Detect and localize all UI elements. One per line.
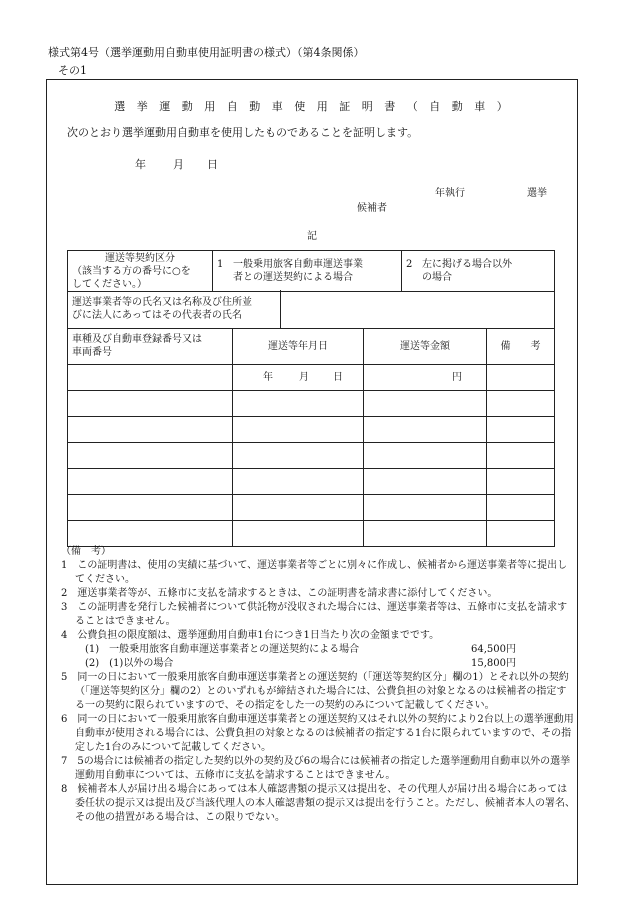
limit-row-1 bbox=[61, 643, 575, 657]
date-cell[interactable] bbox=[233, 443, 364, 469]
table-row bbox=[68, 521, 555, 547]
note-item: 4 公費負担の限度額は、選挙運動用自動車1台につき1日当たり次の金額までです。 bbox=[61, 630, 440, 641]
amount-cell[interactable] bbox=[364, 417, 487, 443]
note-item: 3 この証明書を発行した候補者について供託物が没収された場合には、運送事業者等は、五條市に支払を請求することはできません。 bbox=[61, 602, 568, 627]
date-year-label: 年 bbox=[135, 158, 146, 171]
table-row bbox=[68, 495, 555, 521]
note-item: 5 同一の日において一般乗用旅客自動車運送事業者との運送契約（「運送等契約区分」欄の1）とそれ以外の契約（「運送等契約区分」欄の2）とのいずれもが締結された場合には、公費負担の対象となるのは候補者の指定する一の契約に限られていますので、その指定をした一の契約のみについて記載してください。 bbox=[61, 672, 569, 711]
date-unit-day: 日 bbox=[333, 372, 343, 383]
remarks-cell[interactable] bbox=[487, 521, 555, 547]
table-row bbox=[68, 417, 555, 443]
vehicle-cell[interactable] bbox=[68, 417, 233, 443]
limit-row-2 bbox=[61, 657, 575, 671]
note-item: 2 運送事業者等が、五條市に支払を請求するときは、この証明書を請求書に添付してください。 bbox=[61, 588, 498, 599]
date-day-label: 日 bbox=[207, 158, 218, 171]
carrier-label-line2: びに法人にあってはその代表者の氏名 bbox=[72, 310, 242, 321]
form-number: 様式第4号（選挙運動用自動車使用証明書の様式）（第4条関係） bbox=[48, 46, 365, 59]
contract-option-1[interactable] bbox=[213, 251, 402, 292]
amount-cell[interactable] bbox=[364, 521, 487, 547]
remarks-cell[interactable] bbox=[487, 495, 555, 521]
date-cell[interactable] bbox=[233, 417, 364, 443]
limit-1-label: (1) 一般乗用旅客自動車運送事業者との運送契約による場合 bbox=[85, 644, 360, 655]
contract-option-2[interactable] bbox=[402, 251, 555, 292]
vehicle-cell[interactable] bbox=[68, 391, 233, 417]
contract-option-2-number: 2 bbox=[406, 259, 413, 270]
carrier-label bbox=[68, 290, 281, 329]
col-vehicle-header bbox=[68, 328, 233, 365]
date-month-label: 月 bbox=[173, 158, 184, 171]
form-sub-number: その1 bbox=[58, 64, 87, 77]
note-item: 1 この証明書は、使用の実績に基づいて、運送事業者等ごとに別々に作成し、候補者から運送事業者等に提出してください。 bbox=[61, 560, 568, 585]
usage-table bbox=[67, 328, 555, 547]
date-unit-year: 年 bbox=[263, 372, 273, 383]
date-cell[interactable] bbox=[233, 391, 364, 417]
remarks-cell[interactable] bbox=[487, 365, 555, 391]
table-row bbox=[68, 365, 555, 391]
limit-2-label: (2) (1)以外の場合 bbox=[85, 658, 174, 669]
carrier-label-line1: 運送事業者等の氏名又は名称及び住所並 bbox=[72, 297, 252, 308]
amount-cell[interactable] bbox=[364, 469, 487, 495]
limit-1-amount: 64,500円 bbox=[471, 644, 516, 655]
vehicle-cell[interactable] bbox=[68, 443, 233, 469]
contract-type-label-line3: してください。） bbox=[72, 278, 147, 290]
vehicle-cell[interactable] bbox=[68, 495, 233, 521]
note-item: 7 5の場合には候補者の指定した契約以外の契約及び6の場合には候補者の指定した選挙運動用自動車以外の選挙運動用自動車については、五條市に支払を請求することはできません。 bbox=[61, 756, 571, 781]
amount-cell[interactable] bbox=[364, 365, 487, 391]
contract-option-2-line1: 左に掲げる場合以外 bbox=[422, 259, 512, 270]
date-cell[interactable] bbox=[233, 365, 364, 391]
col-amount-header: 運送等金額 bbox=[364, 328, 487, 365]
note-item: 8 候補者本人が届け出る場合にあっては本人確認書類の提示又は提出を、その代理人が届け出る場合にあっては委任状の提示又は提出及び当該代理人の本人確認書類の提示又は提出を行うこと。ただし、候補者本人の署名、その他の措置がある場合は、この限りでない。 bbox=[61, 784, 575, 823]
election-year-label: 年執行 bbox=[435, 188, 465, 199]
contract-option-1-number: 1 bbox=[217, 259, 224, 270]
col-vehicle-header-line2: 車両番号 bbox=[72, 347, 112, 358]
amount-cell[interactable] bbox=[364, 443, 487, 469]
carrier-table bbox=[67, 290, 555, 329]
certificate-frame bbox=[46, 79, 578, 885]
certificate-intro: 次のとおり選挙運動用自動車を使用したものであることを証明します。 bbox=[67, 126, 419, 139]
col-remarks-header: 備 考 bbox=[487, 328, 555, 365]
certificate-title: 選 挙 運 動 用 自 動 車 使 用 証 明 書 （ 自 動 車 ） bbox=[114, 100, 512, 113]
carrier-value-field[interactable] bbox=[281, 290, 555, 329]
date-cell[interactable] bbox=[233, 495, 364, 521]
remarks-cell[interactable] bbox=[487, 391, 555, 417]
vehicle-cell[interactable] bbox=[68, 521, 233, 547]
remarks-cell[interactable] bbox=[487, 417, 555, 443]
contract-type-label-line2: （該当する方の番号に○を bbox=[72, 265, 191, 277]
note-item: 6 同一の日において一般乗用旅客自動車運送事業者との運送契約又はそれ以外の契約により2台以上の選挙運動用自動車が使用される場合には、公費負担の対象となるのは候補者の指定する1台に限られていますので、その指定した1台のみについて記載してください。 bbox=[61, 714, 574, 753]
contract-type-label-line1: 運送等契約区分 bbox=[105, 252, 175, 264]
col-vehicle-header-line1: 車種及び自動車登録番号又は bbox=[72, 334, 202, 345]
date-cell[interactable] bbox=[233, 469, 364, 495]
vehicle-cell[interactable] bbox=[68, 469, 233, 495]
contract-option-1-line1: 一般乗用旅客自動車運送事業 bbox=[233, 259, 363, 270]
date-cell[interactable] bbox=[233, 521, 364, 547]
remarks-cell[interactable] bbox=[487, 469, 555, 495]
contract-type-table bbox=[67, 250, 555, 292]
vehicle-cell[interactable] bbox=[68, 365, 233, 391]
contract-option-2-line2: の場合 bbox=[422, 272, 452, 283]
remarks-cell[interactable] bbox=[487, 443, 555, 469]
notes-section bbox=[61, 545, 575, 825]
contract-option-1-line2: 者との運送契約による場合 bbox=[233, 272, 353, 283]
ki-label: 記 bbox=[307, 231, 317, 242]
amount-cell[interactable] bbox=[364, 495, 487, 521]
contract-type-label bbox=[68, 251, 213, 292]
date-unit-month: 月 bbox=[299, 372, 309, 383]
table-row bbox=[68, 391, 555, 417]
table-row bbox=[68, 469, 555, 495]
amount-cell[interactable] bbox=[364, 391, 487, 417]
amount-unit: 円 bbox=[452, 372, 462, 383]
notes-heading: （備 考） bbox=[61, 546, 111, 557]
col-date-header: 運送等年月日 bbox=[233, 328, 364, 365]
candidate-label: 候補者 bbox=[357, 203, 387, 214]
table-row bbox=[68, 443, 555, 469]
limit-2-amount: 15,800円 bbox=[471, 658, 516, 669]
election-suffix-label: 選挙 bbox=[527, 188, 547, 199]
